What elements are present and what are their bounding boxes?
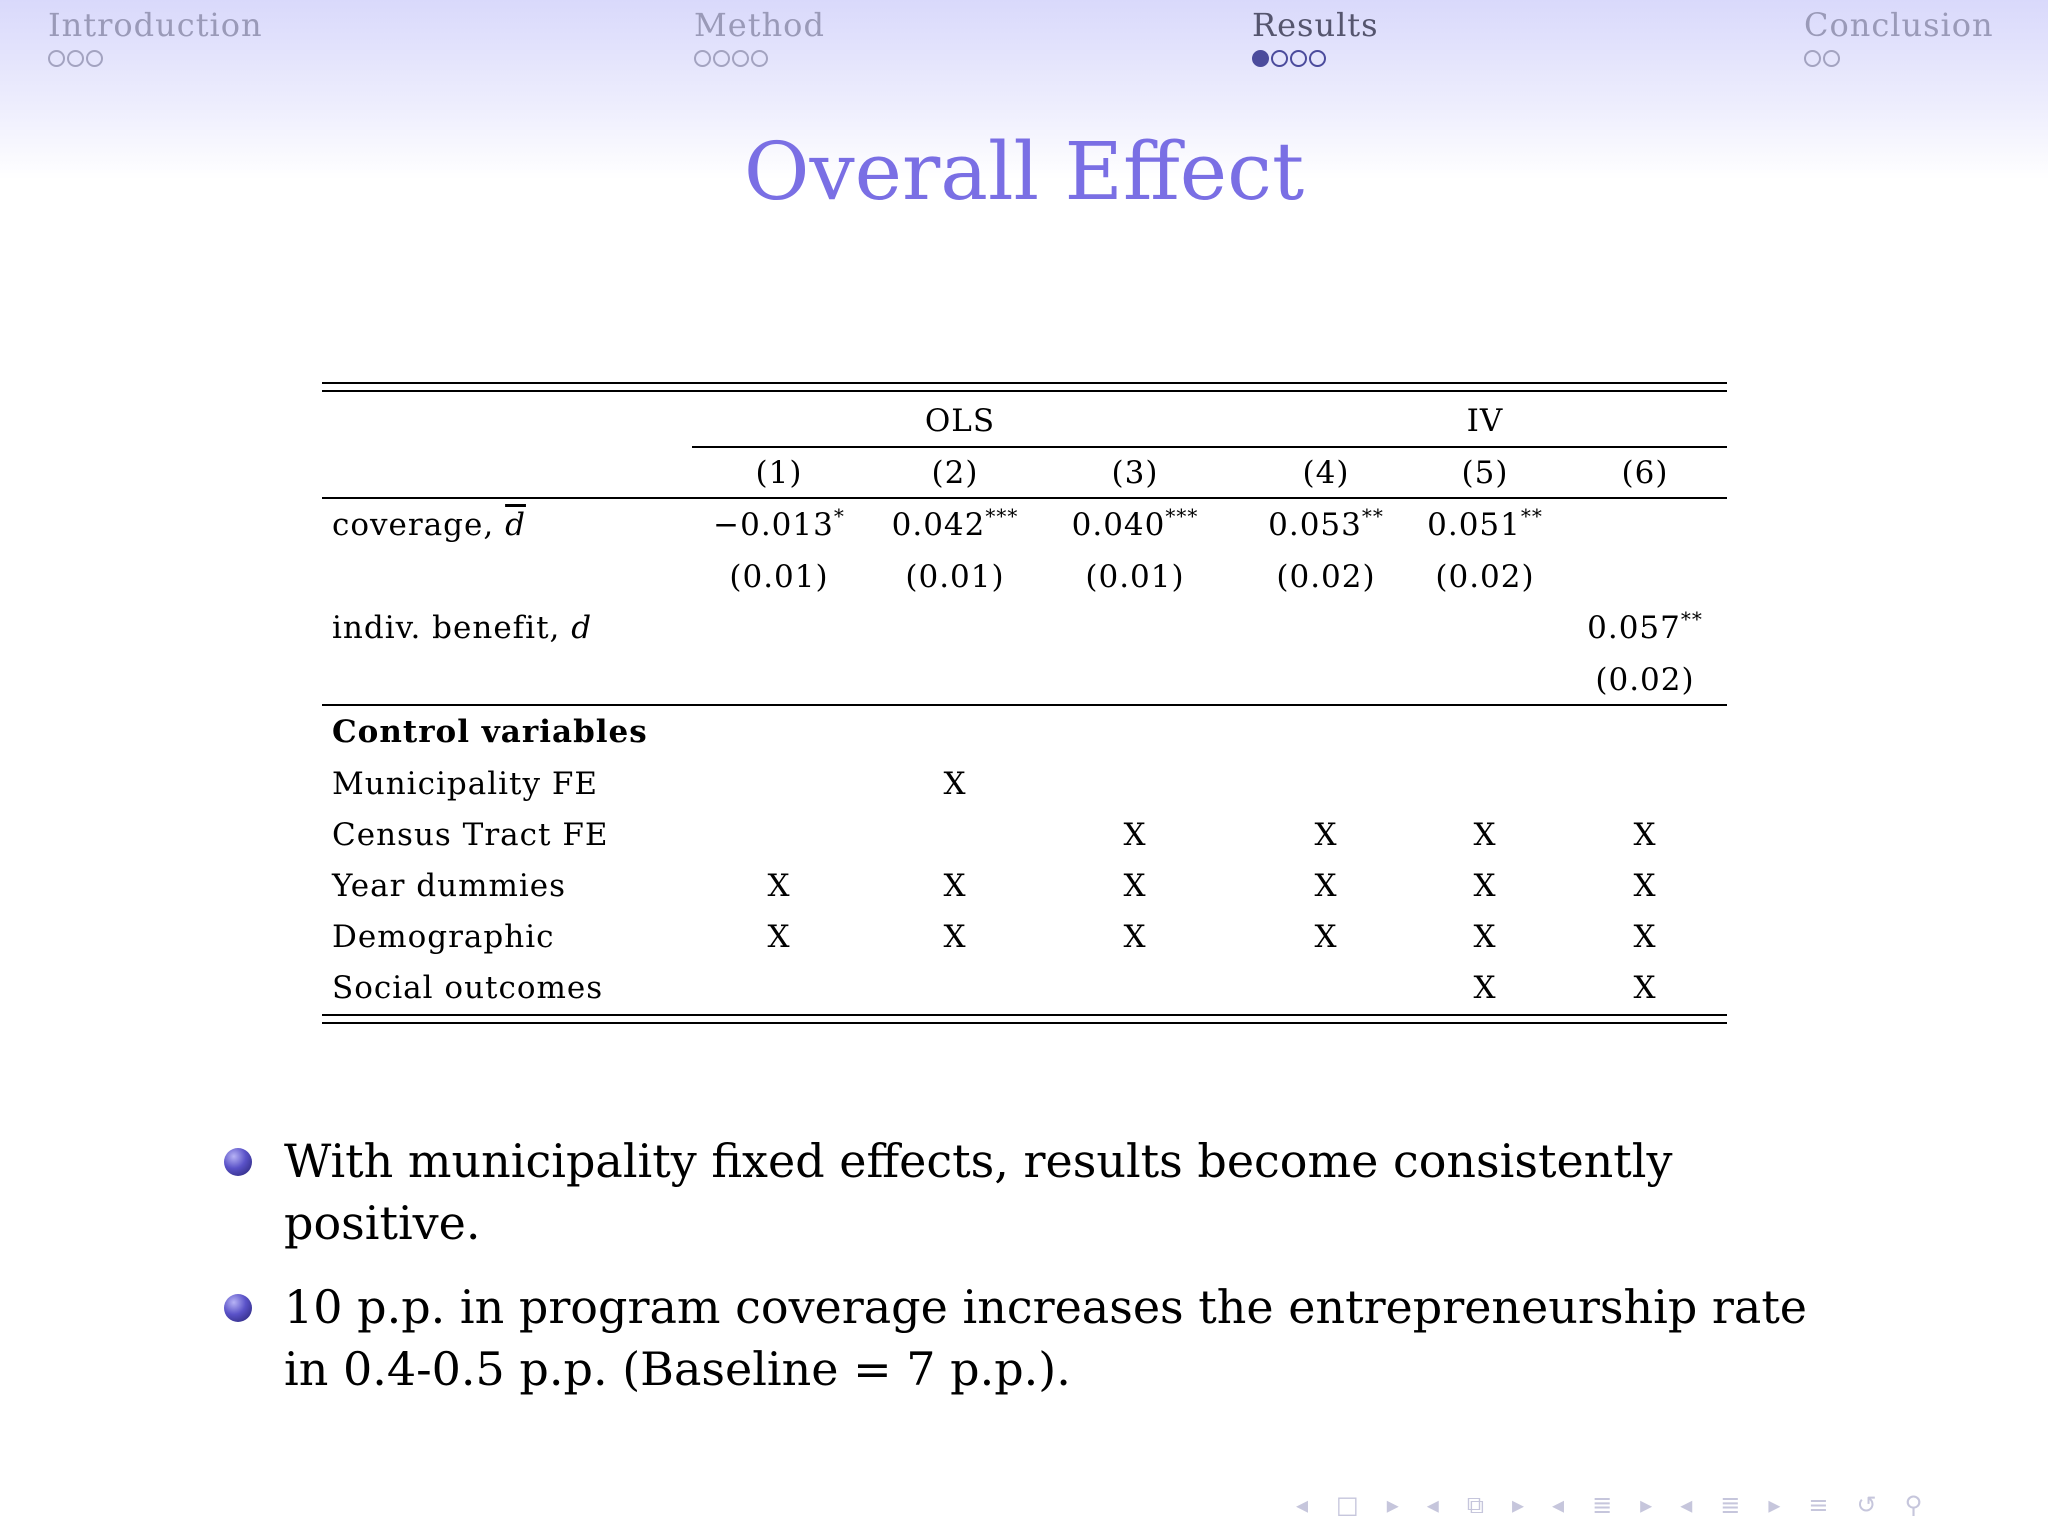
column-header: (6) [1621, 455, 1669, 491]
se-cell: (0.01) [1085, 559, 1185, 595]
column-header: (4) [1302, 455, 1350, 491]
nav-title: Method [694, 6, 825, 44]
nav-dots[interactable] [694, 50, 825, 67]
nav-dots[interactable] [1252, 50, 1379, 67]
bottom-rule [322, 1014, 1727, 1016]
significance-stars: *** [985, 504, 1019, 528]
right-arrow-icon[interactable]: ▸ [1386, 1491, 1399, 1519]
right-arrow-icon[interactable]: ▸ [1640, 1491, 1653, 1519]
group-header-iv: IV [1466, 403, 1504, 439]
left-arrow-icon[interactable]: ◂ [1552, 1491, 1565, 1519]
frame-title: Overall Effect [743, 125, 1305, 218]
significance-stars: ** [1361, 504, 1384, 528]
nav-dot[interactable] [1290, 50, 1307, 67]
control-label: Social outcomes [332, 970, 604, 1006]
control-mark: X [1314, 919, 1338, 955]
control-mark: X [943, 868, 967, 904]
coef-cell [891, 504, 1019, 543]
control-mark: X [1123, 868, 1147, 904]
nav-dot[interactable] [713, 50, 730, 67]
zoom-icon[interactable]: ⚲ [1904, 1491, 1923, 1519]
coef-cell [1071, 504, 1199, 543]
coef-cell [713, 504, 845, 543]
right-arrow-icon[interactable]: ▸ [1511, 1491, 1525, 1519]
indiv-label-text: indiv. benefit, [332, 610, 572, 646]
column-header: (2) [931, 455, 979, 491]
nav-dot[interactable] [86, 50, 103, 67]
bullet-ball-icon [224, 1294, 252, 1322]
row-label-coverage [332, 507, 526, 543]
se-cell: (0.02) [1435, 559, 1535, 595]
frame-icon[interactable]: □ [1336, 1491, 1359, 1519]
align-icon[interactable]: ≡ [1808, 1491, 1829, 1519]
nav-title: Introduction [48, 6, 263, 44]
coef-cell [1268, 504, 1384, 543]
nav-dot[interactable] [1823, 50, 1840, 67]
coverage-label-text: coverage, [332, 507, 506, 543]
nav-title: Conclusion [1804, 6, 1994, 44]
indiv-symbol: d [571, 610, 593, 646]
column-header: (3) [1111, 455, 1159, 491]
control-mark: X [943, 766, 967, 802]
significance-stars: ** [1680, 607, 1703, 631]
control-mark: X [1633, 817, 1657, 853]
control-mark: X [1633, 970, 1657, 1006]
control-label: Census Tract FE [332, 817, 609, 853]
nav-section-method[interactable] [694, 6, 825, 67]
top-rule [322, 390, 1727, 392]
iv-cmidrule [1248, 446, 1727, 448]
significance-stars: *** [1165, 504, 1199, 528]
control-label: Year dummies [332, 868, 567, 904]
nav-dot[interactable] [1309, 50, 1326, 67]
significance-stars: * [833, 504, 845, 528]
nav-dot[interactable] [1804, 50, 1821, 67]
control-mark: X [1123, 919, 1147, 955]
bullet-text: 10 p.p. in program coverage increases the entrepreneurship rate in 0.4-0.5 p.p. (Baseline = 7 p.p.). [284, 1280, 1808, 1396]
header-rule [322, 497, 1727, 499]
control-mark: X [1314, 817, 1338, 853]
coef-value: 0.051 [1427, 507, 1521, 543]
bullet-text: With municipality fixed effects, results become consistently positive. [284, 1134, 1673, 1250]
control-mark: X [1473, 919, 1497, 955]
coef-cell [1587, 607, 1703, 646]
coef-value: −0.013 [713, 507, 834, 543]
nav-dot[interactable] [48, 50, 65, 67]
bullet-ball-icon [224, 1148, 252, 1176]
control-mark: X [1633, 919, 1657, 955]
coef-value: 0.040 [1071, 507, 1166, 543]
nav-dot[interactable] [67, 50, 84, 67]
beamer-navigation-bar [1296, 1490, 1922, 1520]
control-mark: X [1123, 817, 1147, 853]
control-mark: X [1633, 868, 1657, 904]
se-cell: (0.01) [905, 559, 1005, 595]
bottom-rule [322, 1022, 1727, 1024]
se-cell: (0.02) [1276, 559, 1376, 595]
coef-value: 0.057 [1587, 610, 1681, 646]
nav-section-introduction[interactable] [48, 6, 263, 67]
doc-icon[interactable]: ≣ [1720, 1491, 1741, 1519]
control-label: Municipality FE [332, 766, 598, 802]
nav-section-results[interactable] [1252, 6, 1379, 67]
column-header: (1) [755, 455, 803, 491]
coverage-symbol: $\overline{d}$ [505, 507, 526, 543]
bullet-list [220, 1130, 1860, 1422]
coef-value: 0.053 [1268, 507, 1362, 543]
nav-section-conclusion[interactable] [1804, 6, 1994, 67]
nav-dot[interactable] [732, 50, 749, 67]
controls-header: Control variables [332, 714, 648, 750]
mid-rule [322, 704, 1727, 706]
subsection-icon[interactable]: ⧉ [1466, 1491, 1484, 1519]
control-mark: X [943, 919, 967, 955]
row-label-indiv-benefit [332, 610, 593, 646]
se-cell: (0.01) [729, 559, 829, 595]
se-cell: (0.02) [1595, 662, 1695, 698]
left-arrow-icon[interactable]: ◂ [1426, 1491, 1439, 1519]
section-icon[interactable]: ≣ [1592, 1491, 1613, 1519]
bullet-item [220, 1276, 1824, 1400]
nav-dots[interactable] [48, 50, 263, 67]
bullet-item [220, 1130, 1860, 1254]
control-mark: X [1314, 868, 1338, 904]
control-label: Demographic [332, 919, 555, 955]
nav-dot[interactable] [1252, 50, 1269, 67]
control-mark: X [1473, 817, 1497, 853]
nav-dot[interactable] [694, 50, 711, 67]
nav-dot[interactable] [1271, 50, 1288, 67]
left-arrow-icon[interactable]: ◂ [1296, 1491, 1309, 1519]
control-mark: X [1473, 970, 1497, 1006]
right-arrow-icon[interactable]: ▸ [1768, 1491, 1781, 1519]
nav-dot[interactable] [751, 50, 768, 67]
nav-dots[interactable] [1804, 50, 1994, 67]
coef-value: 0.042 [891, 507, 986, 543]
significance-stars: ** [1520, 504, 1543, 528]
top-rule [322, 382, 1727, 384]
nav-title: Results [1252, 6, 1379, 44]
undo-icon[interactable]: ↺ [1856, 1491, 1877, 1519]
group-header-ols: OLS [924, 403, 996, 439]
control-mark: X [767, 868, 791, 904]
column-header: (5) [1461, 455, 1509, 491]
left-arrow-icon[interactable]: ◂ [1680, 1491, 1693, 1519]
control-mark: X [767, 919, 791, 955]
control-mark: X [1473, 868, 1497, 904]
coef-cell [1427, 504, 1543, 543]
